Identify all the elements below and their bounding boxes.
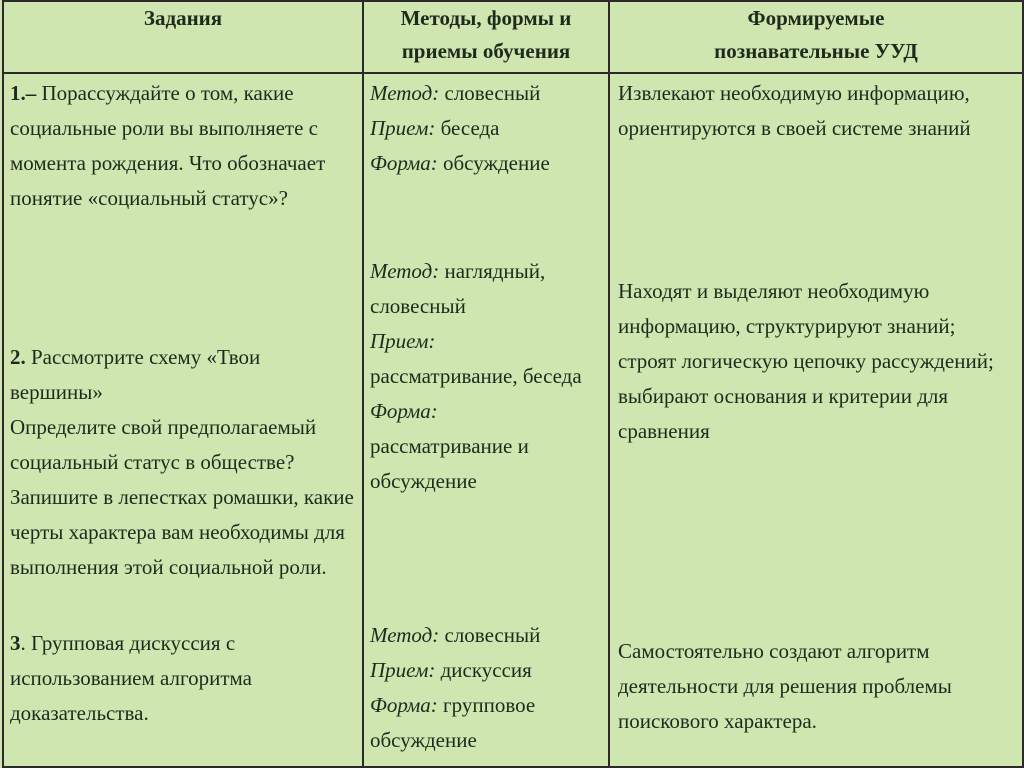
header-tasks <box>3 1 363 73</box>
methods-3 <box>370 618 604 758</box>
form-label: Форма: <box>370 151 438 175</box>
task-1 <box>10 76 358 216</box>
lesson-table <box>2 0 1024 768</box>
header-uud-line2: познавательные УУД <box>714 39 918 63</box>
task-2-text-continued: Определите свой предполагаемый социальный статус в обществе? Запишите в лепестках ромашки, какие черты характера вам необходимы для выполнения этой социальной роли. <box>10 415 354 579</box>
technique-value: дискуссия <box>435 658 532 682</box>
header-uud-line1: Формируемые <box>747 6 885 30</box>
method-label: Метод: <box>370 259 440 283</box>
methods-1 <box>370 76 604 181</box>
task-3-number: 3 <box>10 631 21 655</box>
method-label: Метод: <box>370 623 440 647</box>
form-label: Форма: <box>370 399 438 423</box>
content-row <box>3 73 1023 767</box>
form-value: групповое обсуждение <box>370 693 536 752</box>
methods-cell <box>363 73 609 767</box>
form-value: рассматривание и обсуждение <box>370 434 529 493</box>
technique-label: Прием: <box>370 116 436 140</box>
header-uud <box>609 1 1023 73</box>
uud-3: Самостоятельно создают алгоритм деятельности для решения проблемы поискового характера. <box>618 639 952 733</box>
technique-label: Прием: <box>370 329 436 353</box>
task-3-text: . Групповая дискуссия с использованием алгоритма доказательства. <box>10 631 253 725</box>
task-2 <box>10 340 358 585</box>
header-methods-line1: Методы, формы и <box>400 6 572 30</box>
method-label: Метод: <box>370 81 440 105</box>
method-value: наглядный, словесный <box>370 259 546 318</box>
methods-2 <box>370 254 604 499</box>
header-tasks-label: Задания <box>143 6 223 30</box>
header-row <box>3 1 1023 73</box>
uud-cell <box>609 73 1023 767</box>
task-1-text: Порассуждайте о том, какие социальные роли вы выполняете с момента рождения. Что обозначает понятие «социальный статус»? <box>10 81 326 210</box>
method-value: словесный <box>439 623 541 647</box>
uud-1: Извлекают необходимую информацию, ориентируются в своей системе знаний <box>618 81 971 140</box>
header-methods <box>363 1 609 73</box>
task-1-number: 1.– <box>10 81 37 105</box>
form-value: обсуждение <box>437 151 550 175</box>
task-2-text: Рассмотрите схему «Твои вершины» <box>10 345 261 404</box>
form-label: Форма: <box>370 693 438 717</box>
uud-2: Находят и выделяют необходимую информацию, структурируют знаний; строят логическую цепочку рассуждений; выбирают основания и критерии для сравнения <box>618 279 994 443</box>
task-2-number: 2. <box>10 345 26 369</box>
method-value: словесный <box>439 81 541 105</box>
header-methods-line2: приемы обучения <box>401 39 571 63</box>
task-3 <box>10 626 358 731</box>
technique-value: рассматривание, беседа <box>370 364 582 388</box>
technique-value: беседа <box>435 116 500 140</box>
technique-label: Прием: <box>370 658 436 682</box>
tasks-cell <box>3 73 363 767</box>
